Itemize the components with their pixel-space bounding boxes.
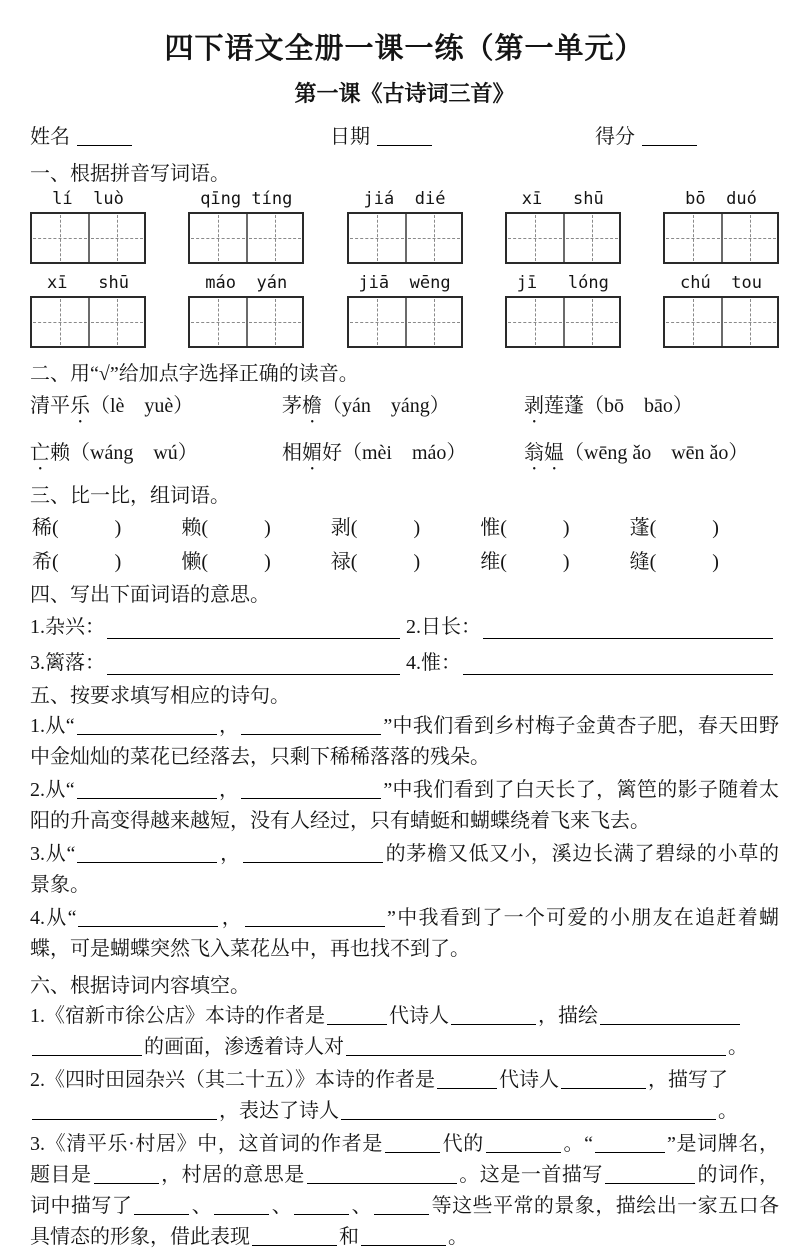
hanzi-cell[interactable] [405,214,461,262]
word-meaning-item [30,646,406,675]
question-text: ”是词牌名，题目是 [30,1133,779,1186]
character: 剥 [330,517,351,539]
answer-blank[interactable] [374,1195,429,1215]
info-row [30,120,779,149]
pinyin-label: lí luò [52,189,124,209]
writing-grid [30,212,146,264]
answer-blank[interactable] [341,1100,716,1120]
writing-grid [663,212,779,264]
character: 希 [32,551,52,573]
paren-close: ) [264,551,271,573]
word-meaning-grid [30,610,779,675]
hanzi-cell[interactable] [405,298,461,346]
character: 惟 [480,517,501,539]
section-3-word-formation [30,479,779,574]
answer-blank[interactable] [486,1133,561,1153]
question-text: ”中我看到了一个可爱的小朋友在追赶着蝴蝶，可是蝴蝶突然飞入菜花丛中，再也找不到了。 [30,907,779,960]
hanzi-cell[interactable] [190,298,246,346]
word-label: 2.日长： [406,616,481,638]
pinyin-label: jiā wēng [358,273,451,293]
question-text: 的茅檐又低又小，溪边长满了碧绿的小草的景象。 [30,843,780,896]
question-text: 。 [448,1226,468,1248]
character: 懒 [181,551,202,573]
section-2-heading: 二、用“√”给加点字选择正确的读音。 [30,363,359,385]
question-text: ， [218,779,240,801]
question-text: ，描绘 [538,1005,598,1027]
writing-grid [30,296,146,348]
character: 缝 [629,551,650,573]
name-field [30,120,330,149]
word-formation-item [181,511,330,540]
hanzi-cell[interactable] [563,298,619,346]
answer-blank[interactable] [243,843,383,863]
answer-blank[interactable] [77,715,217,735]
word-formation-item [32,511,181,540]
question-text: 代诗人 [389,1005,449,1027]
hanzi-cell[interactable] [507,214,563,262]
question-text: ， [220,907,244,929]
section-6-content-fill [30,969,779,1253]
question-text: 2.《四时田园杂兴（其二十五）》本诗的作者是 [30,1069,435,1091]
pinyin-item [505,189,621,264]
pinyin-row-2 [30,273,779,348]
dotted-char: 媚 [302,442,322,464]
character: 蓬 [629,517,650,539]
answer-blank[interactable] [561,1069,646,1089]
question-text: 的画面，渗透着诗人对 [144,1036,344,1058]
paren-open: ( [350,551,358,573]
paren-close: ) [712,551,719,573]
answer-blank[interactable] [77,779,217,799]
question-text: 。“ [562,1133,593,1155]
pinyin-options: （wēng ǎo wēn ǎo） [564,442,749,464]
dotted-char: 剥 [524,395,544,417]
question-text: 、 [191,1195,213,1217]
paren-open: ( [201,517,209,539]
paren-open: ( [649,517,657,539]
dotted-char: 檐 [302,395,322,417]
word-meaning-item [406,646,779,675]
question-5-2 [30,775,779,837]
writing-grid [505,296,621,348]
paren-close: ) [562,517,570,539]
question-5-3 [30,839,779,901]
pronunciation-item[interactable] [30,389,282,428]
question-text: 3.《清平乐·村居》中，这首词的作者是 [30,1133,383,1155]
paren-open: ( [201,551,209,573]
hanzi-cell[interactable] [88,298,144,346]
section-5-verse-fill [30,679,779,965]
answer-blank[interactable] [245,907,385,927]
answer-blank[interactable] [78,907,218,927]
answer-blank[interactable] [252,1226,337,1246]
pronunciation-grid [30,389,779,475]
section-4-heading: 四、写出下面词语的意思。 [30,584,270,606]
hanzi-cell[interactable] [507,298,563,346]
pinyin-options: 莲蓬（bō bāo） [544,395,693,417]
word-formation-item [480,511,629,540]
word-formation-item [32,545,181,574]
answer-blank[interactable] [241,715,381,735]
question-6-2 [30,1065,779,1127]
character: 维 [480,551,501,573]
hanzi-cell[interactable] [88,214,144,262]
word-label: 1.杂兴： [30,616,105,638]
answer-blank[interactable] [32,1036,142,1056]
word-text: 清平 [30,395,70,417]
question-text: ，表达了诗人 [219,1100,339,1122]
word-formation-item [630,545,779,574]
score-blank[interactable] [642,126,697,146]
character: 禄 [330,551,351,573]
writing-grid [663,296,779,348]
question-text: ， [218,715,240,737]
pronunciation-item[interactable] [30,436,282,475]
date-field [330,120,595,149]
section-5-heading: 五、按要求填写相应的诗句。 [30,685,290,707]
word-formation-item [331,511,480,540]
question-text: 4.从“ [30,907,77,929]
name-label: 姓名 [30,126,70,148]
question-text: 和 [339,1226,359,1248]
paren-close: ) [264,517,271,539]
hanzi-cell[interactable] [563,214,619,262]
answer-blank[interactable] [361,1226,446,1246]
answer-blank[interactable] [307,1164,457,1184]
hanzi-cell[interactable] [721,298,777,346]
hanzi-cell[interactable] [246,298,302,346]
question-5-4 [30,903,779,965]
answer-blank[interactable] [294,1195,349,1215]
answer-blank[interactable] [214,1195,269,1215]
answer-blank[interactable] [107,619,400,639]
writing-grid [188,296,304,348]
pinyin-label: bō duó [685,189,757,209]
word-label: 4.惟： [406,652,461,674]
answer-blank[interactable] [327,1005,387,1025]
paren-open: ( [52,551,59,573]
question-6-1 [30,1001,779,1063]
question-text: 等这些平常的景象，描绘出一家五口各具情态的形象，借此表现 [30,1195,780,1248]
paren-close: ) [114,517,122,539]
answer-blank[interactable] [385,1133,440,1153]
question-text: ，村居的意思是 [160,1164,305,1186]
pinyin-label: jiá dié [363,189,446,209]
hanzi-cell[interactable] [665,298,721,346]
pronunciation-item[interactable] [282,436,524,475]
pinyin-label: jī lóng [516,273,609,293]
writing-grid [505,212,621,264]
hanzi-cell[interactable] [721,214,777,262]
pinyin-item [663,189,779,264]
paren-close: ) [114,551,122,573]
pinyin-item [188,273,304,348]
pronunciation-item[interactable] [524,389,779,428]
page-title: 四下语文全册一课一练（第一单元） [164,33,645,65]
question-text: 1.从“ [30,715,75,737]
answer-blank[interactable] [94,1164,159,1184]
hanzi-cell[interactable] [32,214,88,262]
score-label: 得分 [595,126,635,148]
paren-open: ( [500,551,507,573]
answer-blank[interactable] [77,843,217,863]
answer-blank[interactable] [483,619,773,639]
word-text: 茅 [282,395,302,417]
question-text: 代诗人 [499,1069,559,1091]
section-4-word-meanings [30,578,779,675]
dotted-char: 乐 [70,395,90,417]
answer-blank[interactable] [32,1100,217,1120]
word-meaning-item [406,610,779,639]
answer-blank[interactable] [107,655,400,675]
word-meaning-item [30,610,406,639]
question-5-1 [30,711,779,773]
answer-blank[interactable] [134,1195,189,1215]
pinyin-item [505,273,621,348]
pinyin-label: chú tou [680,273,762,293]
paren-close: ) [562,551,570,573]
pinyin-options: 好（mèi máo） [322,442,467,464]
word-formation-item [630,511,779,540]
date-label: 日期 [330,126,370,148]
answer-blank[interactable] [241,779,381,799]
question-text: ”中我们看到乡村梅子金黄杏子肥，春天田野中金灿灿的菜花已经落去，只剩下稀稀落落的残朵。 [30,715,779,768]
paren-open: ( [649,551,657,573]
question-text: 、 [351,1195,373,1217]
page-subtitle: 第一课《古诗词三首》 [294,81,515,106]
question-text: 代的 [441,1133,484,1155]
question-text: 。这是一首描写 [458,1164,603,1186]
pinyin-options: （yán yáng） [322,395,450,417]
pronunciation-item[interactable] [524,436,779,475]
paren-close: ) [413,517,421,539]
question-text: 、 [271,1195,293,1217]
question-text: 2.从“ [30,779,75,801]
answer-blank[interactable] [437,1069,497,1089]
question-6-3 [30,1129,779,1253]
word-formation-item [181,545,330,574]
answer-blank[interactable] [451,1005,536,1025]
pinyin-label: máo yán [205,273,288,293]
question-text: 3.从“ [30,843,76,865]
hanzi-cell[interactable] [246,214,302,262]
dotted-char: 亡 [30,442,50,464]
question-text: ， [219,843,241,865]
answer-blank[interactable] [605,1164,695,1184]
hanzi-cell[interactable] [32,298,88,346]
score-field [595,120,779,149]
question-text: ”中我们看到了白天长了，篱笆的影子随着太阳的升高变得越来越短，没有人经过，只有蜻蜓和蝴蝶绕着飞来飞去。 [30,779,779,832]
paren-close: ) [712,517,719,539]
word-text: 相 [282,442,302,464]
word-label: 3.篱落： [30,652,105,674]
word-formation-item [480,545,629,574]
hanzi-cell[interactable] [190,214,246,262]
hanzi-cell[interactable] [665,214,721,262]
date-blank[interactable] [377,126,432,146]
section-2-pronunciation [30,357,779,475]
paren-open: ( [350,517,358,539]
pinyin-item [30,189,146,264]
writing-grid [188,212,304,264]
pinyin-options: 赖（wáng wú） [50,442,198,464]
pinyin-item [347,189,463,264]
character: 赖 [181,517,202,539]
section-6-heading: 六、根据诗词内容填空。 [30,975,250,997]
hanzi-cell[interactable] [349,298,405,346]
question-text: 的词作，词中描写了 [30,1164,780,1217]
section-3-heading: 三、比一比，组词语。 [30,485,230,507]
word-formation-grid [32,511,779,574]
writing-grid [347,296,463,348]
pinyin-item [663,273,779,348]
section-1-heading: 一、根据拼音写词语。 [30,163,230,185]
name-blank[interactable] [77,126,132,146]
pinyin-label: qīng tíng [200,189,293,209]
pinyin-options: （lè yuè） [90,395,194,417]
writing-grid [347,212,463,264]
section-1-pinyin-words [30,157,779,348]
pinyin-label: xī shū [521,189,604,209]
paren-close: ) [413,551,421,573]
paren-open: ( [500,517,507,539]
answer-blank[interactable] [463,655,773,675]
pinyin-item [188,189,304,264]
answer-blank[interactable] [600,1005,740,1025]
question-text: 。 [728,1036,748,1058]
pinyin-row-1 [30,189,779,264]
answer-blank[interactable] [346,1036,726,1056]
pinyin-item [30,273,146,348]
character: 稀 [32,517,52,539]
pinyin-label: xī shū [47,273,129,293]
answer-blank[interactable] [595,1133,665,1153]
paren-open: ( [52,517,59,539]
question-text: 。 [718,1100,738,1122]
pinyin-item [347,273,463,348]
hanzi-cell[interactable] [349,214,405,262]
question-text: 1.《宿新市徐公店》本诗的作者是 [30,1005,325,1027]
pronunciation-item[interactable] [282,389,524,428]
word-formation-item [331,545,480,574]
dotted-char: 翁媪 [524,442,564,464]
question-text: ，描写了 [648,1069,728,1091]
